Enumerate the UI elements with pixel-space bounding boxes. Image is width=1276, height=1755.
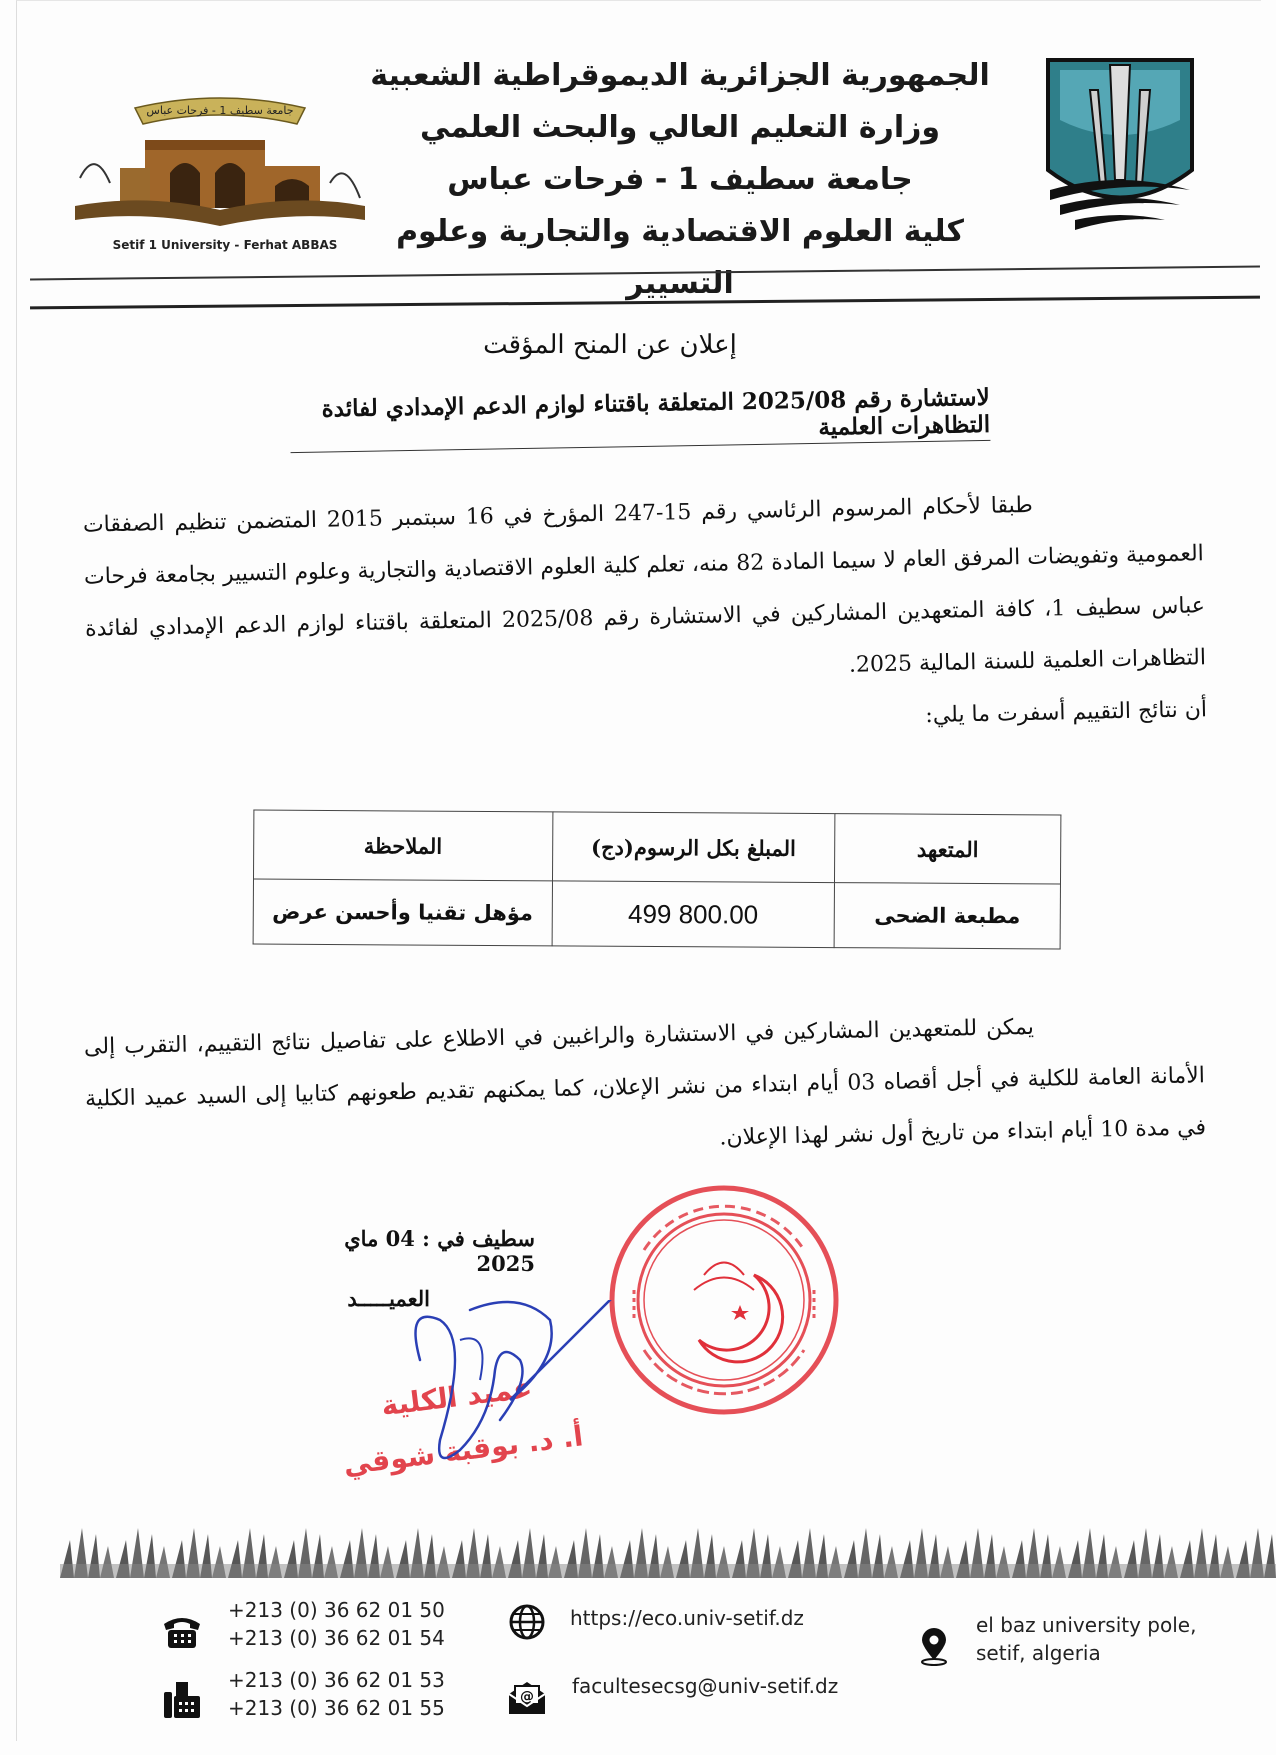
stamp-title: عميد الكلية <box>379 1371 534 1423</box>
address-line-2: setif, algeria <box>976 1641 1101 1665</box>
signature-date: سطيف في : 04 ماي 2025 <box>344 1226 535 1276</box>
official-seal-icon <box>604 1180 844 1420</box>
results-table <box>253 810 1062 950</box>
republic-title: الجمهورية الجزائرية الديموقراطية الشعبية <box>370 58 990 93</box>
university-emblem-logo <box>1040 50 1200 240</box>
paragraph-1-text: طبقا لأحكام المرسوم الرئاسي رقم 15-247 المؤرخ في 16 سبتمبر 2015 المتضمن تنظيم الصفقات العمومية وتفويضات المرفق العام لا سيما المادة 82 منه، تعلم كلية العلوم الاقتصادية والتجارية وعلوم التسيير بجامعة فرحات عباس سطيف 1، كافة المتعهدين المشاركين في الاستشارة رقم 2025/08 المتعلقة باقتناء لوازم الدعم الإمدادي لفائدة التظاهرات العلمية للسنة المالية 2025. <box>82 492 1207 678</box>
email-link[interactable]: facultesecsg@univ-setif.dz <box>572 1674 839 1698</box>
fax-numbers <box>228 1666 445 1722</box>
fax-number-2: +213 (0) 36 62 01 55 <box>228 1696 445 1720</box>
footer-decorative-band <box>60 1520 1276 1578</box>
dean-signature-icon <box>400 1300 640 1480</box>
stamp-name: أ. د. بوقبة شوقي <box>341 1419 585 1482</box>
notice-paragraph-1 <box>82 476 1207 759</box>
phone-number-2: +213 (0) 36 62 01 54 <box>228 1626 445 1650</box>
svg-text:@: @ <box>520 1689 534 1705</box>
university-title: جامعة سطيف 1 - فرحات عباس <box>447 162 913 197</box>
email-icon <box>505 1676 549 1716</box>
address <box>976 1611 1196 1667</box>
paragraph-1-tail: أن نتائج التقييم أسفرت ما يلي: <box>925 697 1208 729</box>
header-amount: المبلغ بكل الرسوم(دج) <box>552 812 835 883</box>
dean-label: العميـــــد <box>347 1286 430 1311</box>
ministry-title: وزارة التعليم العالي والبحث العلمي <box>419 110 941 145</box>
faculty-title: كلية العلوم الاقتصادية والتجارية وعلوم التسيير <box>396 214 964 301</box>
website-link[interactable]: https://eco.univ-setif.dz <box>570 1606 804 1630</box>
address-line-1: el baz university pole, <box>976 1613 1197 1637</box>
cell-bidder: مطبعة الضحى <box>834 883 1060 949</box>
table-row <box>253 879 1060 949</box>
cell-note: مؤهل تقنيا وأحسن عرض <box>253 879 552 946</box>
location-pin-icon <box>912 1626 956 1666</box>
phone-numbers <box>228 1596 445 1652</box>
notice-title: إعلان عن المنح المؤقت <box>483 330 737 360</box>
globe-icon <box>505 1602 549 1642</box>
header-note: الملاحظة <box>253 810 552 881</box>
phone-number-1: +213 (0) 36 62 01 50 <box>228 1598 445 1622</box>
fax-number-1: +213 (0) 36 62 01 53 <box>228 1668 445 1692</box>
notice-paragraph-2: يمكن للمتعهدين المشاركين في الاستشارة والراغبين في الاطلاع على تفاصيل نتائج التقييم، التقرب إلى الأمانة العامة للكلية في أجل أقصاه 03 أيام ابتداء من نشر الإعلان، كما يمكنهم تقديم طعونهم كتابيا إلى السيد عميد الكلية في مدة 10 أيام ابتداء من تاريخ أول نشر لهذا الإعلان. <box>83 1014 1207 1151</box>
university-building-logo <box>75 88 365 258</box>
phone-icon <box>160 1610 204 1650</box>
cell-amount: 499 800.00 <box>552 881 835 948</box>
notice-subtitle: لاستشارة رقم 2025/08 المتعلقة باقتناء لوازم الدعم الإمدادي لفائدة التظاهرات العلمية <box>290 384 991 453</box>
table-header-row <box>253 810 1060 884</box>
logo-caption: Setif 1 University - Ferhat ABBAS <box>112 238 338 252</box>
svg-text:جامعة سطيف 1 - فرحات عباس: جامعة سطيف 1 - فرحات عباس <box>146 104 294 117</box>
fax-icon <box>160 1680 204 1720</box>
header-bidder: المتعهد <box>835 814 1061 884</box>
